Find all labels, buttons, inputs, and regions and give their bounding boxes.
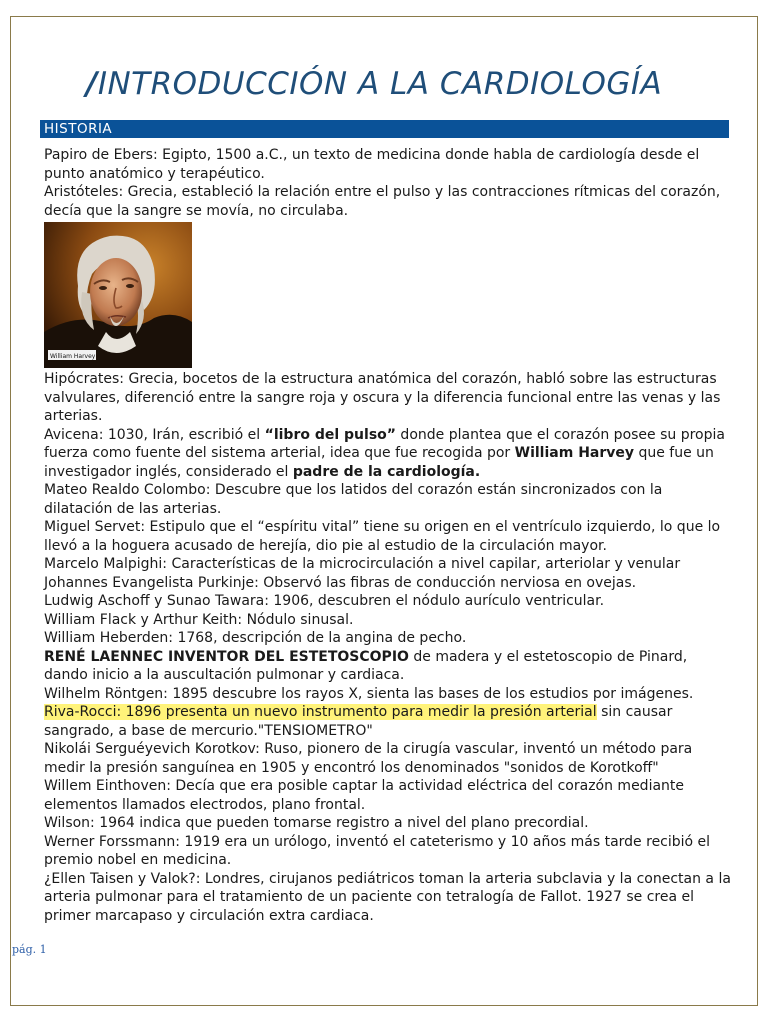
riva-rocci-rest: sin causar sangrado, a base de mercurio."TENSIOMETRO": [44, 704, 673, 739]
paragraph-colombo: Mateo Realdo Colombo: Descubre que los latidos del corazón están sincronizados con la dilatación de las arterias.: [44, 482, 663, 517]
page-number: pág. 1: [12, 943, 47, 956]
section-header-bar: [40, 120, 729, 138]
paragraph-forssmann: Werner Forssmann: 1919 era un urólogo, inventó el cateterismo y 10 años más tarde recibió el premio nobel en medicina.: [44, 833, 711, 868]
portrait-image: [44, 222, 192, 368]
paragraph-laennec: [44, 648, 734, 685]
riva-rocci-highlight: Riva-Rocci: 1896 presenta un nuevo instrumento para medir la presión arterial: [44, 704, 597, 720]
page-title: [86, 66, 662, 102]
avicena-william-harvey: William Harvey: [514, 445, 635, 461]
title-text: INTRODUCCIÓN A LA CARDIOLOGÍA: [97, 66, 663, 102]
paragraph-servet: Miguel Servet: Estipulo que el “espíritu vital” tiene su origen en el ventrículo izquierdo, lo que lo llevó a la hoguera acusado de herejía, dio pie al estudio de la circulación mayor.: [44, 519, 721, 554]
avicena-book-title: “libro del pulso”: [264, 426, 396, 443]
paragraph-wilson: Wilson: 1964 indica que pueden tomarse registro a nivel del plano precordial.: [44, 815, 589, 831]
paragraph-aristoteles: Aristóteles: Grecia, estableció la relación entre el pulso y las contracciones rítmicas del corazón, decía que la sangre se movía, no circulaba.: [44, 184, 721, 219]
paragraph-aschoff-tawara: Ludwig Aschoff y Sunao Tawara: 1906, descubren el nódulo aurículo ventricular.: [44, 593, 605, 609]
paragraph-hipocrates: Hipócrates: Grecia, bocetos de la estructura anatómica del corazón, habló sobre las estructuras valvulares, diferenció entre la sangre roja y oscura y la diferencia funcional entre las venas y las arterias.: [44, 371, 721, 424]
paragraph-papiro-ebers: Papiro de Ebers: Egipto, 1500 a.C., un texto de medicina donde habla de cardiología desde el punto anatómico y terapéutico.: [44, 147, 700, 182]
paragraph-rontgen: Wilhelm Röntgen: 1895 descubre los rayos X, sienta las bases de los estudios por imágenes.: [44, 685, 694, 702]
document-body: [44, 146, 734, 925]
portrait-caption: William Harvey: [50, 353, 96, 360]
title-mark: /: [86, 66, 98, 102]
paragraph-malpighi: Marcelo Malpighi: Características de la microcirculación a nivel capilar, arteriolar y venular: [44, 556, 681, 572]
avicena-text-2: donde plantea que el corazón posee su propia fuerza como fuente del sistema arterial, idea que fue recogida por: [44, 426, 725, 461]
avicena-text-1: Avicena: 1030, Irán, escribió el: [44, 426, 265, 443]
section-header-label: HISTORIA: [44, 121, 113, 137]
avicena-text-3: que fue un investigador inglés, considerado el: [44, 445, 714, 480]
william-harvey-portrait: [44, 222, 192, 368]
avicena-padre-cardiologia: padre de la cardiología.: [292, 463, 481, 480]
paragraph-avicena: [44, 426, 734, 482]
paragraph-taisen-valok: ¿Ellen Taisen y Valok?: Londres, cirujanos pediátricos toman la arteria subclavia y la conectan a la arteria pulmonar para el tratamiento de un paciente con tetralogía de Fallot. 1927 se crea el primer marcapaso y circulación extra cardiaca.: [44, 870, 731, 924]
paragraph-riva-rocci: [44, 703, 734, 740]
paragraph-flack-keith: William Flack y Arthur Keith: Nódulo sinusal.: [44, 611, 354, 628]
laennec-bold: RENÉ LAENNEC INVENTOR DEL ESTETOSCOPIO: [44, 648, 409, 665]
paragraph-purkinje: Johannes Evangelista Purkinje: Observó las fibras de conducción nerviosa en ovejas.: [44, 574, 637, 591]
paragraph-heberden: William Heberden: 1768, descripción de la angina de pecho.: [44, 630, 467, 646]
paragraph-korotkov: Nikolái Serguéyevich Korotkov: Ruso, pionero de la cirugía vascular, inventó un método para medir la presión sanguínea en 1905 y encontró los denominados "sonidos de Korotkoff": [44, 741, 693, 776]
laennec-rest: de madera y el estetoscopio de Pinard, dando inicio a la auscultación pulmonar y cardiaca.: [44, 648, 688, 683]
paragraph-einthoven: Willem Einthoven: Decía que era posible captar la actividad eléctrica del corazón mediante elementos llamados electrodos, plano frontal.: [44, 778, 685, 813]
